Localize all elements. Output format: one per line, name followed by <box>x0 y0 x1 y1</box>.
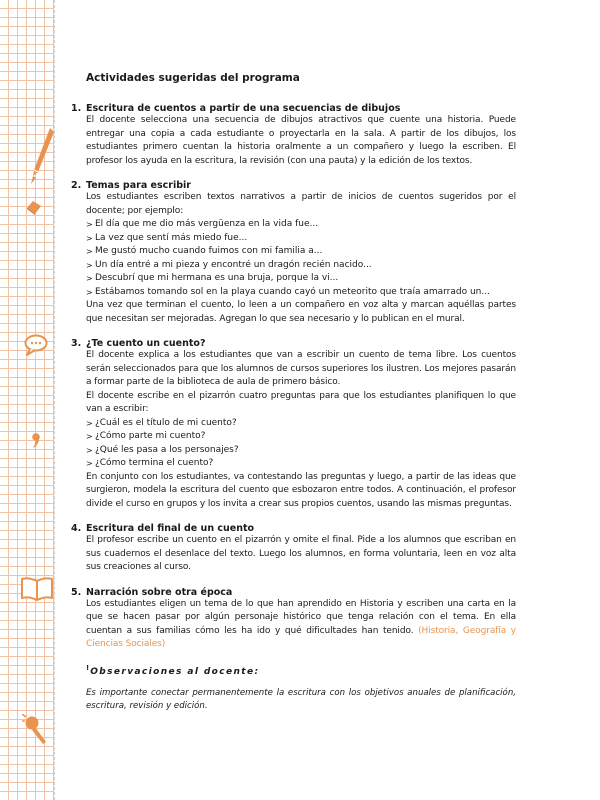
list-item: > ¿Cómo termina el cuento? <box>86 457 516 471</box>
teacher-note-title <box>86 664 516 677</box>
section-title: ¿Te cuento un cuento? <box>86 338 206 349</box>
speech-bubble-icon <box>24 334 48 356</box>
section-paragraph: El docente selecciona una secuencia de dibujos atractivos que cuente una historia. Puede entregar una copia a cada estudiante o proyectarla en la sala. A partir de los dibujos, los estudiantes primero cuentan la historia oralmente a un compañero y luego la escriben. El profesor los ayuda en la escritura, la revisión (con una pauta) y la edición de los textos. <box>86 115 516 166</box>
list-item: > ¿Cuál es el título de mi cuento? <box>86 417 516 431</box>
section-paragraph: En conjunto con los estudiantes, va contestando las preguntas y luego, a partir de las ideas que surgieron, modela la escritura del cuento que esbozaron entre todos. A continuación, el profesor divide el curso en grupos y los invita a crear sus propios cuentos, usando las mismas preguntas. <box>86 471 516 509</box>
activity-5 <box>71 586 517 652</box>
section-paragraph: El docente explica a los estudiantes que van a escribir un cuento de tema libre. Los cuentos serán seleccionados para que los alumnos de cursos superiores los ilustren. Los mejores pasarán a formar parte de la biblioteca de aula de primero básico. <box>86 350 516 387</box>
list-item: > Me gustó mucho cuando fuimos con mi familia a... <box>86 245 516 259</box>
note-marker: ! <box>86 663 90 672</box>
section-number: 1. <box>71 103 82 114</box>
list-item: > ¿Cómo parte mi cuento? <box>86 430 516 444</box>
margin-divider <box>54 0 55 800</box>
paragraph-text: Los estudiantes eligen un tema de lo que han aprendido en Historia y escriben una carta en la que se hacen pasar por algún personaje histórico que tenga relación con el tema. En ella cuentan a sus familias cómo les ha ido y qué dificultades han tenido. <box>86 598 516 636</box>
section-paragraph: El profesor escribe un cuento en el pizarrón y omite el final. Pide a los alumnos que escriban en sus cuadernos el desenlace del texto. Luego los alumnos, en forma voluntaria, leen en voz alta sus creaciones al curso. <box>86 535 516 572</box>
teacher-note-text: Es importante conectar permanentemente la escritura con los objetivos anuales de planificación, escritura, revisión y edición. <box>86 687 516 711</box>
subject-reference: (Historia, Geografía y Ciencias Sociales) <box>86 625 517 649</box>
section-number: 4. <box>71 523 82 534</box>
section-title: Escritura de cuentos a partir de una secuencias de dibujos <box>86 103 401 114</box>
list-item: > Estábamos tomando sol en la playa cuando cayó un meteorito que traía amarrado un... <box>86 286 516 300</box>
activity-3 <box>71 338 516 511</box>
section-number: 3. <box>71 338 82 349</box>
section-title: Temas para escribir <box>86 180 191 191</box>
note-title-text: Observaciones al docente: <box>90 666 260 677</box>
open-book-icon <box>20 576 54 602</box>
list-item: > La vez que sentí más miedo fue... <box>86 232 516 246</box>
activity-4 <box>71 523 516 575</box>
list-item: > Un día entré a mi pieza y encontré un dragón recién nacido... <box>86 259 516 273</box>
story-starters-list <box>86 218 516 299</box>
section-number: 2. <box>71 180 82 191</box>
comma-icon <box>30 432 42 450</box>
section-intro: Los estudiantes escriben textos narrativos a partir de inicios de cuentos sugeridos por el docente; por ejemplo: <box>86 192 516 216</box>
list-item: > Descubrí que mi hermana es una bruja, porque la vi... <box>86 272 516 286</box>
section-paragraph <box>86 598 516 652</box>
activity-2 <box>71 180 516 326</box>
planning-questions-list <box>86 417 516 471</box>
list-item: > El día que me dio más vergüenza en la vida fue... <box>86 218 516 232</box>
margin-grid <box>0 0 54 800</box>
microphone-icon <box>22 714 52 748</box>
section-number: 5. <box>71 586 82 598</box>
pen-icon <box>26 126 56 188</box>
eraser-icon <box>25 198 43 216</box>
activity-1 <box>71 103 516 168</box>
main-content <box>71 72 517 713</box>
section-outro: Una vez que terminan el cuento, lo leen a un compañero en voz alta y marcan aquéllas partes que necesitan ser mejoradas. Agregan lo que sea necesario y lo publican en el mural. <box>86 300 516 324</box>
list-item: > ¿Qué les pasa a los personajes? <box>86 444 516 458</box>
page-title: Actividades sugeridas del programa <box>86 72 300 84</box>
section-title: Narración sobre otra época <box>86 586 233 598</box>
section-paragraph: El docente escribe en el pizarrón cuatro preguntas para que los estudiantes planifiquen lo que van a escribir: <box>86 390 516 414</box>
section-title: Escritura del final de un cuento <box>86 523 255 534</box>
